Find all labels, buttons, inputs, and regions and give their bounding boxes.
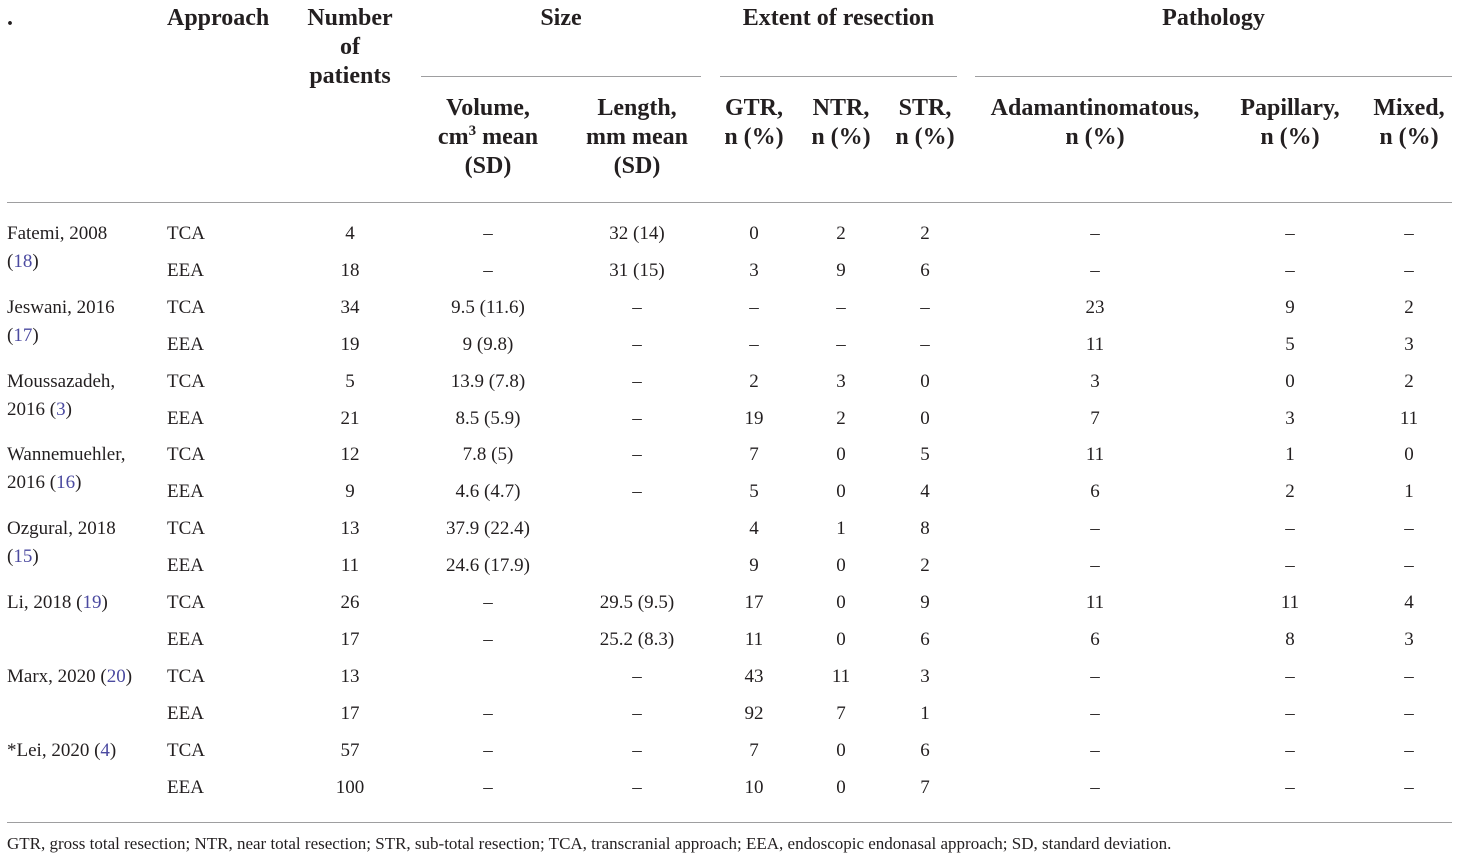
cell-pap: 1 <box>1285 444 1295 466</box>
cell-pap: 11 <box>1280 592 1300 613</box>
reference-link[interactable]: 16 <box>56 472 76 494</box>
cell-ntr: 7 <box>836 702 846 724</box>
cell-adam: 6 <box>1090 628 1100 650</box>
cell-length: – <box>632 407 642 429</box>
cell-adam: – <box>1090 259 1100 281</box>
cell-mixed: – <box>1404 702 1414 724</box>
cell-ntr: – <box>836 296 846 318</box>
study-label-line1: Fatemi, 2008 <box>7 223 108 244</box>
cell-str: 0 <box>920 370 930 392</box>
cell-n: 17 <box>340 702 360 724</box>
study-label-line1: Jeswani, 2016 <box>7 296 115 318</box>
cell-n: 26 <box>340 592 360 613</box>
study-label <box>7 740 116 762</box>
cell-mixed: 2 <box>1404 296 1414 318</box>
cell-adam: – <box>1090 776 1100 798</box>
cell-approach: TCA <box>167 370 205 392</box>
header-approach: Approach <box>167 5 270 31</box>
cell-str: 5 <box>920 444 930 466</box>
extent-group-rule <box>720 76 957 77</box>
header-extent-of-resection: Extent of resection <box>742 5 935 31</box>
study-label-line1: Marx, 2020 (20) <box>7 665 133 687</box>
cell-mixed: – <box>1404 223 1414 244</box>
cell-pap: – <box>1285 555 1295 577</box>
cell-pap: – <box>1285 665 1295 687</box>
cell-ntr: 0 <box>836 481 846 503</box>
cell-mixed: – <box>1404 518 1414 540</box>
cell-gtr: 43 <box>744 665 764 687</box>
header-ntr: NTR, n (%) <box>811 95 871 150</box>
cell-volume: 8.5 (5.9) <box>455 407 521 429</box>
cell-pap: – <box>1285 518 1295 540</box>
cell-ntr: 2 <box>836 223 846 244</box>
study-label-line2: (15) <box>7 546 39 568</box>
cell-str: 6 <box>920 628 930 650</box>
cell-adam: 11 <box>1085 333 1105 355</box>
cell-n: 5 <box>345 370 355 392</box>
study-label-line1: Ozgural, 2018 <box>7 518 116 540</box>
header-mixed: Mixed, n (%) <box>1373 95 1445 150</box>
cell-approach: EEA <box>167 628 204 650</box>
cell-approach: EEA <box>167 407 204 429</box>
cell-pap: 0 <box>1285 370 1295 392</box>
cell-mixed: – <box>1404 776 1414 798</box>
cell-approach: TCA <box>167 296 205 318</box>
cell-approach: EEA <box>167 333 204 355</box>
cell-volume: – <box>483 739 493 761</box>
cell-adam: 3 <box>1090 370 1100 392</box>
cell-gtr: 7 <box>749 739 759 761</box>
cell-gtr: 9 <box>749 555 759 577</box>
cell-gtr: – <box>749 296 759 318</box>
cell-length: 25.2 (8.3) <box>599 628 675 650</box>
cell-str: 2 <box>920 223 930 244</box>
cell-volume: – <box>483 776 493 798</box>
cell-pap: 3 <box>1285 407 1295 429</box>
cell-n: 34 <box>340 296 360 318</box>
cell-n: 12 <box>340 444 360 466</box>
cell-adam: 7 <box>1090 407 1100 429</box>
cell-ntr: 0 <box>836 444 846 466</box>
cell-str: 9 <box>920 592 930 613</box>
cell-n: 17 <box>340 628 360 650</box>
cell-str: 1 <box>920 702 930 724</box>
cell-gtr: 4 <box>749 518 759 540</box>
cell-volume: – <box>483 223 493 244</box>
cell-str: 0 <box>920 407 930 429</box>
cell-n: 4 <box>345 223 355 244</box>
cell-volume: 9 (9.8) <box>462 333 514 355</box>
cell-pap: – <box>1285 702 1295 724</box>
study-label <box>7 518 116 568</box>
cell-length: 29.5 (9.5) <box>599 592 675 613</box>
cell-gtr: 92 <box>744 702 764 724</box>
cell-approach: EEA <box>167 259 204 281</box>
header-str: STR, n (%) <box>895 95 955 150</box>
cell-length: – <box>632 481 642 503</box>
cell-gtr: 17 <box>744 592 764 613</box>
cell-n: 19 <box>340 333 360 355</box>
cell-length: – <box>632 702 642 724</box>
study-label-line1: Wannemuehler, <box>7 444 126 466</box>
cell-pap: – <box>1285 223 1295 244</box>
cell-pap: 2 <box>1285 481 1295 503</box>
cell-length: 31 (15) <box>609 259 665 281</box>
cell-volume: 4.6 (4.7) <box>455 481 521 503</box>
cell-adam: – <box>1090 702 1100 724</box>
cell-ntr: 0 <box>836 555 846 577</box>
cell-volume: – <box>483 628 493 650</box>
header-number-of-patients: Number of patients <box>307 5 393 89</box>
cell-adam: – <box>1090 223 1100 244</box>
cell-n: 13 <box>340 665 360 687</box>
cell-mixed: 2 <box>1404 370 1414 392</box>
study-label-line1: *Lei, 2020 (4) <box>7 739 117 761</box>
header-adamantinomatous: Adamantinomatous, n (%) <box>990 95 1200 150</box>
cell-gtr: 5 <box>749 481 759 503</box>
cell-adam: 11 <box>1085 444 1105 466</box>
cell-length: – <box>632 665 642 687</box>
cell-str: 4 <box>920 481 930 503</box>
cell-str: – <box>920 296 930 318</box>
cell-n: 21 <box>340 407 360 429</box>
study-label-line2: (18) <box>7 251 39 272</box>
cell-str: – <box>920 333 930 355</box>
cell-gtr: 2 <box>749 370 759 392</box>
cell-gtr: 7 <box>749 444 759 466</box>
study-label <box>7 371 115 421</box>
cell-adam: – <box>1090 665 1100 687</box>
cell-mixed: 3 <box>1404 628 1414 650</box>
cell-n: 13 <box>340 518 360 540</box>
cell-length: – <box>632 444 642 466</box>
study-label-line1: Li, 2018 (19) <box>7 592 108 613</box>
cell-length: – <box>632 370 642 392</box>
study-label <box>7 297 115 347</box>
cell-adam: – <box>1090 739 1100 761</box>
cell-ntr: 2 <box>836 407 846 429</box>
cell-str: 6 <box>920 739 930 761</box>
reference-link[interactable]: 17 <box>13 324 33 346</box>
study-label <box>7 223 107 273</box>
header-volume: Volume, $cm^3$ mean (SD) <box>437 95 539 179</box>
cell-n: 100 <box>335 776 365 798</box>
reference-link[interactable]: 20 <box>106 665 126 687</box>
size-group-rule <box>421 76 701 77</box>
header-papillary: Papillary, n (%) <box>1240 95 1340 150</box>
cell-ntr: 1 <box>836 518 846 540</box>
cell-adam: 6 <box>1090 481 1100 503</box>
cell-ntr: 11 <box>831 665 851 687</box>
reference-link[interactable]: 15 <box>13 546 33 568</box>
header-study: . <box>7 5 13 31</box>
cell-volume: – <box>483 259 493 281</box>
cell-approach: EEA <box>167 776 204 798</box>
header-size: Size <box>540 5 582 31</box>
cell-approach: TCA <box>167 739 205 761</box>
pathology-group-rule <box>975 76 1452 77</box>
cell-ntr: 9 <box>836 259 846 281</box>
cell-mixed: – <box>1404 665 1414 687</box>
cell-ntr: 0 <box>836 592 846 613</box>
cell-adam: 11 <box>1085 592 1105 613</box>
cell-approach: TCA <box>167 665 205 687</box>
cell-length: – <box>632 333 642 355</box>
reference-link[interactable]: 3 <box>56 398 66 420</box>
cell-gtr: 0 <box>749 223 759 244</box>
cell-str: 7 <box>920 776 930 798</box>
cell-volume: 9.5 (11.6) <box>451 296 525 318</box>
cell-mixed: 4 <box>1404 592 1414 613</box>
table-bottom-rule <box>7 822 1452 823</box>
table-footnote: GTR, gross total resection; NTR, near total resection; STR, sub-total resection; TCA, transcranial approach; EEA, endoscopic endonasal approach; SD, standard deviation. <box>7 834 1172 853</box>
cell-volume: 24.6 (17.9) <box>446 555 530 577</box>
cell-adam: – <box>1090 555 1100 577</box>
cell-pap: 5 <box>1285 333 1295 355</box>
cell-gtr: 10 <box>744 776 764 798</box>
cell-gtr: 19 <box>744 407 764 429</box>
cell-ntr: 0 <box>836 628 846 650</box>
cell-approach: TCA <box>167 518 205 540</box>
study-label-line2: (17) <box>7 324 39 346</box>
cell-str: 8 <box>920 518 930 540</box>
study-label-line2: 2016 (3) <box>7 398 72 420</box>
cell-volume: – <box>483 702 493 724</box>
cell-str: 2 <box>920 555 930 577</box>
cell-mixed: – <box>1404 259 1414 281</box>
cell-mixed: 11 <box>1399 407 1419 429</box>
cell-adam: 23 <box>1085 296 1105 318</box>
reference-link[interactable]: 19 <box>82 592 102 613</box>
cell-length: – <box>632 739 642 761</box>
cell-n: 11 <box>340 555 360 577</box>
cell-length: – <box>632 776 642 798</box>
reference-link[interactable]: 4 <box>100 739 110 761</box>
cell-gtr: 11 <box>744 628 764 650</box>
study-label-line1: Moussazadeh, <box>7 370 116 392</box>
cell-approach: EEA <box>167 481 204 503</box>
cell-ntr: 0 <box>836 739 846 761</box>
cell-gtr: 3 <box>749 259 759 281</box>
study-label <box>7 592 108 614</box>
header-bottom-rule <box>7 202 1452 203</box>
cell-mixed: 1 <box>1404 481 1414 503</box>
cell-pap: 8 <box>1285 628 1295 650</box>
cell-mixed: – <box>1404 739 1414 761</box>
study-label <box>7 666 132 688</box>
cell-mixed: 3 <box>1404 333 1414 355</box>
cell-approach: TCA <box>167 444 205 466</box>
cell-approach: EEA <box>167 702 204 724</box>
cell-ntr: – <box>836 333 846 355</box>
cell-pap: – <box>1285 259 1295 281</box>
cell-ntr: 3 <box>836 370 846 392</box>
cell-str: 3 <box>920 665 930 687</box>
cell-mixed: 0 <box>1404 444 1414 466</box>
cell-str: 6 <box>920 259 930 281</box>
reference-link[interactable]: 18 <box>13 251 33 272</box>
cell-pap: – <box>1285 776 1295 798</box>
cell-length: – <box>632 296 642 318</box>
cell-approach: TCA <box>167 223 205 244</box>
cell-approach: EEA <box>167 555 204 577</box>
cell-n: 18 <box>340 259 360 281</box>
cell-length: 32 (14) <box>609 223 665 244</box>
study-label-line2: 2016 (16) <box>7 472 82 494</box>
cell-volume: 7.8 (5) <box>462 444 514 466</box>
cell-n: 57 <box>340 739 360 761</box>
cell-ntr: 0 <box>836 776 846 798</box>
cell-volume: 13.9 (7.8) <box>450 370 526 392</box>
cell-adam: – <box>1090 518 1100 540</box>
study-label <box>7 444 126 494</box>
cell-gtr: – <box>749 333 759 355</box>
cell-pap: 9 <box>1285 296 1295 318</box>
cell-n: 9 <box>345 481 355 503</box>
header-length: Length, mm mean (SD) <box>586 95 688 179</box>
cell-volume: – <box>483 592 493 613</box>
cell-mixed: – <box>1404 555 1414 577</box>
cell-approach: TCA <box>167 592 205 613</box>
cell-volume: 37.9 (22.4) <box>446 518 530 540</box>
header-pathology: Pathology <box>1162 5 1265 31</box>
header-gtr: GTR, n (%) <box>724 95 784 150</box>
cell-pap: – <box>1285 739 1295 761</box>
